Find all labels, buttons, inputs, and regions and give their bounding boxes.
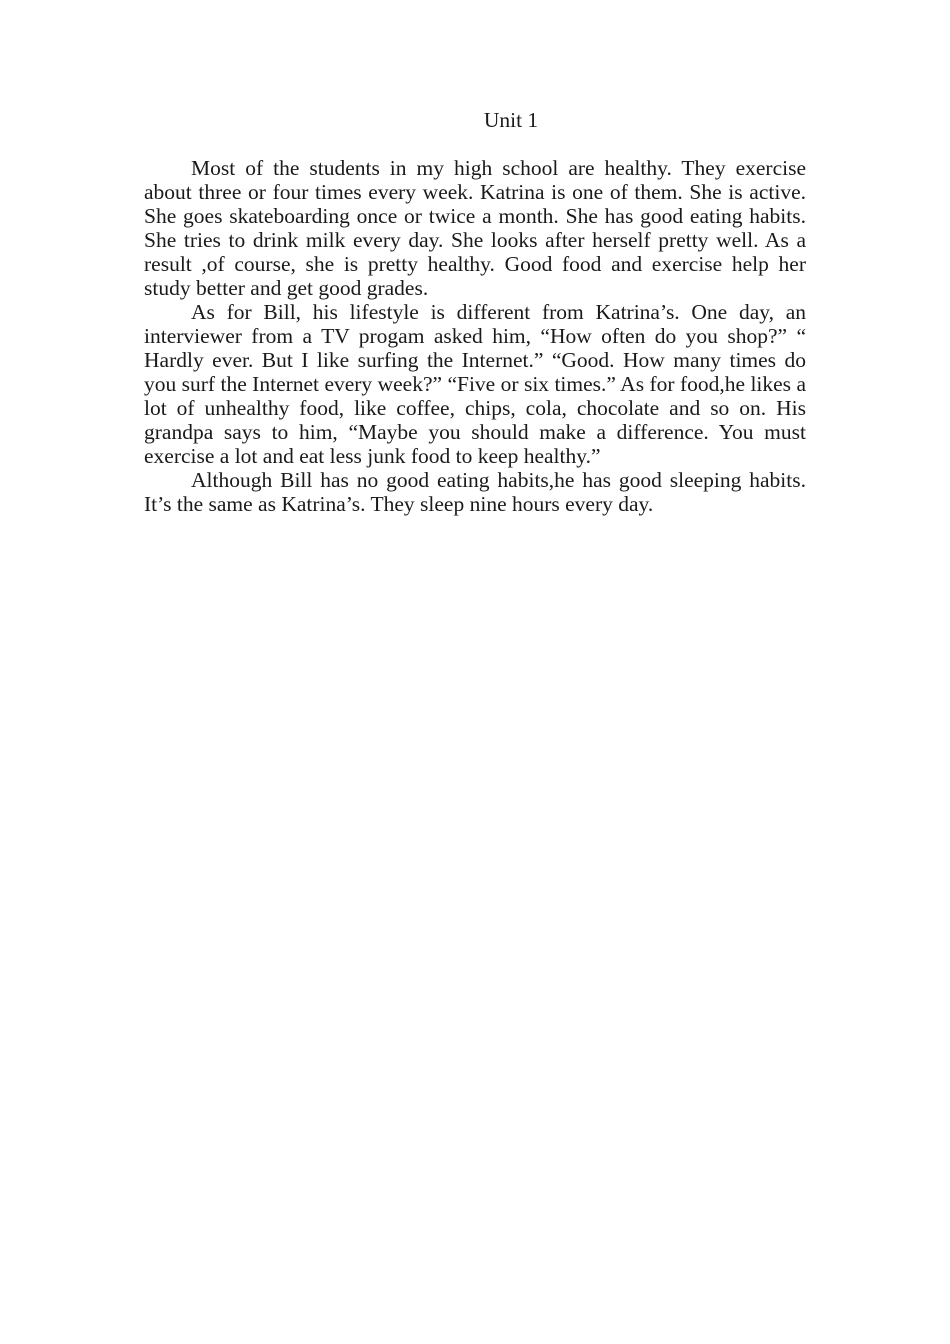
paragraph-sleeping: Although Bill has no good eating habits,he has good sleeping habits. It’s the same as Katrina’s. They sleep nine hours every day. bbox=[144, 468, 806, 516]
paragraph-bill: As for Bill, his lifestyle is different from Katrina’s. One day, an interviewer from a TV progam asked him, “How often do you shop?” “ Hardly ever. But I like surfing the Internet.” “Good. How many times do you surf the Internet every week?” “Five or six times.” As for food,he likes a lot of unhealthy food, like coffee, chips, cola, chocolate and so on. His grandpa says to him, “Maybe you should make a difference. You must exercise a lot and eat less junk food to keep healthy.” bbox=[144, 300, 806, 468]
paragraph-katrina: Most of the students in my high school are healthy. They exercise about three or four times every week. Katrina is one of them. She is active. She goes skateboarding once or twice a month. She has good eating habits. She tries to drink milk every day. She looks after herself pretty well. As a result ,of course, she is pretty healthy. Good food and exercise help her study better and get good grades. bbox=[144, 156, 806, 300]
document-body bbox=[144, 108, 806, 516]
document-title: Unit 1 bbox=[483, 108, 539, 132]
